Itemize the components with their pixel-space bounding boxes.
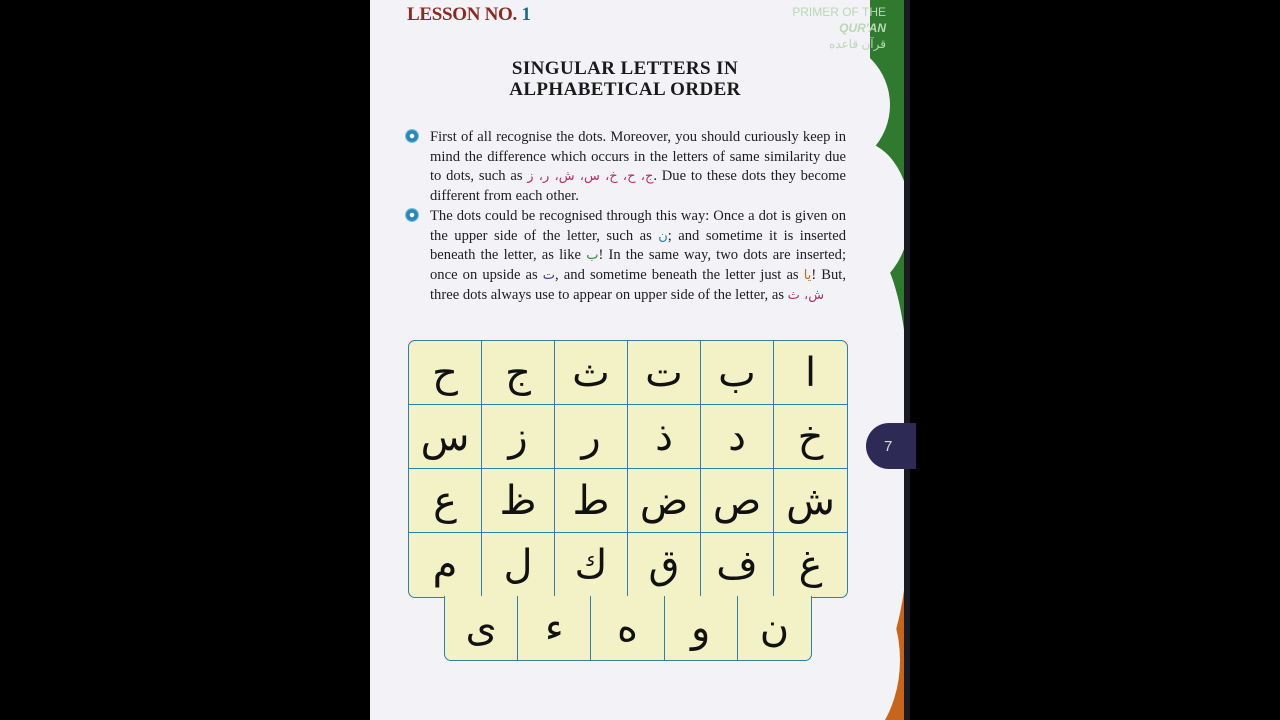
letter-cell: و [665,596,738,660]
letter-cell: ث [555,341,628,405]
letter-cell: ج [482,341,555,405]
letter-cell: ط [555,469,628,533]
letter-cell: ص [701,469,774,533]
arabic-example: ب [586,248,599,264]
arabic-example: ت [542,267,556,283]
book-title-line1: PRIMER OF THE [792,5,886,19]
flower-bullet-icon [406,130,418,142]
letter-cell: ن [759,605,790,651]
book-title-line2: QUR'AN [839,21,886,35]
lesson-label: LESSON NO. [407,4,517,25]
arabic-example: يا [803,267,812,283]
letter-cell: ل [482,533,555,597]
page-number-badge: 7 [866,423,916,469]
flower-bullet-icon [406,209,418,221]
letter-cell: ء [518,596,591,660]
instructions [406,128,846,305]
arabic-example: ج، ح، خ، س، ش، ر، ز [527,169,654,185]
page-title [370,58,880,100]
paragraph-1 [406,128,846,207]
book-page [370,0,910,720]
lesson-number: 1 [521,4,531,25]
letter-cell: ق [628,533,701,597]
letter-cell: ش [774,469,847,533]
letter-cell: ح [409,341,482,405]
letter-cell: س [409,405,482,469]
paragraph-text: , and sometime beneath the letter just as [555,266,804,283]
letter-cell: ا [774,341,847,405]
page-edge-shadow [904,0,910,720]
book-title-arabic: قرآن قاعده [829,37,886,51]
page-title-line2: ALPHABETICAL ORDER [509,79,741,100]
letter-grid [408,340,848,598]
letter-cell: ز [482,405,555,469]
paragraph-text: First of all recognise the dots. Moreover, you should curiously keep in mind the difference which occurs in the letters of same similarity due to dots, such as [430,129,846,185]
arabic-example: ن [658,228,668,244]
letter-cell: ك [555,533,628,597]
letter-cell: ب [701,341,774,405]
arabic-example: ش، ث [787,287,825,303]
paragraph-text: ! But, three dots always use to appear on upper side of the letter, as [430,266,847,303]
letter-cell: غ [798,542,823,588]
letter-cell: د [701,405,774,469]
letter-cell: ر [555,405,628,469]
letter-cell: ذ [628,405,701,469]
paragraph-text: The dots could be recognised through this way: Once a dot is given on the upper side of the letter, such as [430,207,846,244]
letter-cell: خ [774,405,847,469]
page-title-line1: SINGULAR LETTERS IN [511,58,739,79]
letter-cell: ف [701,533,774,597]
letter-cell: م [409,533,482,597]
letter-grid-last-row [444,596,812,661]
paragraph-text: ; and sometime it is inserted beneath the letter, as like [430,227,846,264]
letter-cell: ه [591,596,664,660]
book-title [792,4,886,52]
lesson-heading [407,4,531,26]
letter-cell: ض [628,469,701,533]
letter-cell: ع [409,469,482,533]
letter-cell: ظ [482,469,555,533]
letter-cell: ى [445,596,518,660]
paragraph-text: . Due to these dots they become different from each other. [430,168,846,205]
paragraph-2 [406,207,846,306]
paragraph-text: ! In the same way, two dots are inserted; once on upside as [430,247,846,283]
letter-cell: ت [628,341,701,405]
